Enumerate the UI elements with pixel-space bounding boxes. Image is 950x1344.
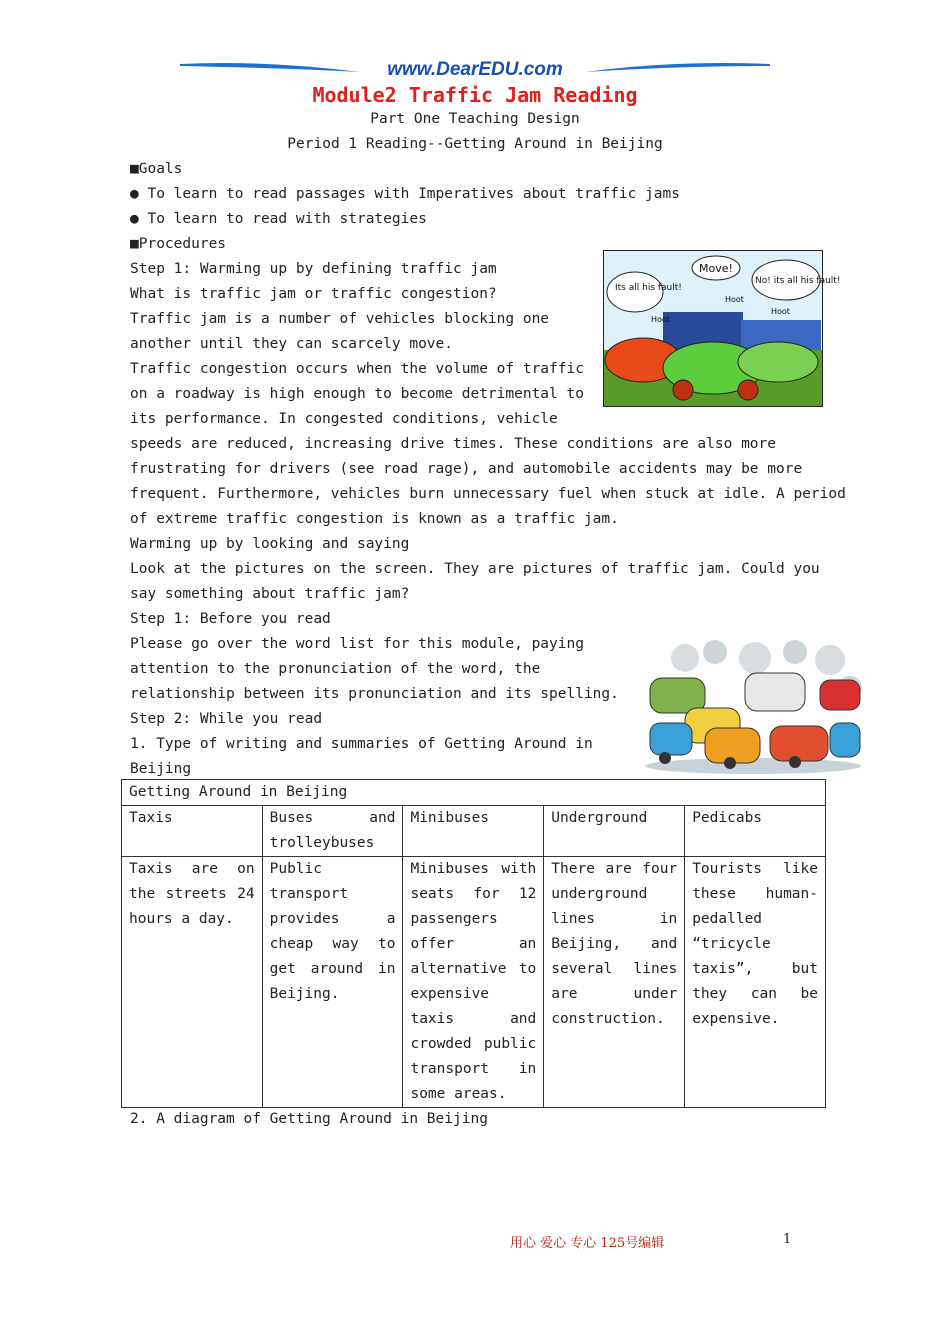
subtitle-part: Part One Teaching Design bbox=[370, 111, 580, 127]
paragraph-line: on a roadway is high enough to become detrimental to bbox=[130, 386, 584, 402]
paragraph-line: say something about traffic jam? bbox=[130, 586, 410, 602]
site-brand: www.DearEDU.com bbox=[387, 59, 563, 80]
question-text: What is traffic jam or traffic congestion? bbox=[130, 286, 497, 302]
footer-text: 用心 爱心 专心 125号编辑 bbox=[510, 1236, 665, 1251]
paragraph-line: Traffic congestion occurs when the volume of traffic bbox=[130, 361, 584, 377]
paragraph-line: Please go over the word list for this module, paying bbox=[130, 636, 584, 652]
table-header: Underground bbox=[544, 806, 685, 857]
paragraph-line: frequent. Furthermore, vehicles burn unnecessary fuel when stuck at idle. A period bbox=[130, 486, 846, 502]
while-read-title: Step 2: While you read bbox=[130, 711, 323, 727]
goals-heading: ■Goals bbox=[130, 161, 183, 177]
cars-smog-illustration bbox=[645, 638, 862, 774]
table-cell: Public transport provides a cheap way to get around in Beijing. bbox=[262, 857, 403, 1108]
table-caption: Getting Around in Beijing bbox=[122, 780, 826, 806]
paragraph-line: 1. Type of writing and summaries of Getting Around in bbox=[130, 736, 593, 752]
table-header: Pedicabs bbox=[685, 806, 826, 857]
table-cell: Minibuses with seats for 12 passengers offer an alternative to expensive taxis and crowded public transport in some areas. bbox=[403, 857, 544, 1108]
table-header: Taxis bbox=[122, 806, 263, 857]
summary-table bbox=[121, 779, 826, 1108]
warmup-title: Warming up by looking and saying bbox=[130, 536, 410, 552]
paragraph-line: attention to the pronunciation of the word, the bbox=[130, 661, 541, 677]
goal-item: ● To learn to read with strategies bbox=[130, 211, 427, 227]
table-header: Minibuses bbox=[403, 806, 544, 857]
definition-line: Traffic jam is a number of vehicles blocking one bbox=[130, 311, 550, 327]
table-cell: Tourists like these human-pedalled “tricycle taxis”, but they can be expensive. bbox=[685, 857, 826, 1108]
table-header: Buses and trolleybuses bbox=[262, 806, 403, 857]
before-read-title: Step 1: Before you read bbox=[130, 611, 331, 627]
step1-title: Step 1: Warming up by defining traffic jam bbox=[130, 261, 497, 277]
definition-line: another until they can scarcely move. bbox=[130, 336, 454, 352]
table-cell: There are four underground lines in Beijing, and several lines are under construction. bbox=[544, 857, 685, 1108]
subtitle-period: Period 1 Reading--Getting Around in Beijing bbox=[287, 136, 663, 152]
table-cell: Taxis are on the streets 24 hours a day. bbox=[122, 857, 263, 1108]
page-title: Module2 Traffic Jam Reading bbox=[312, 83, 638, 107]
paragraph-line: frustrating for drivers (see road rage), and automobile accidents may be more bbox=[130, 461, 803, 477]
goal-item: ● To learn to read passages with Imperatives about traffic jams bbox=[130, 186, 680, 202]
paragraph-line: Look at the pictures on the screen. They are pictures of traffic jam. Could you bbox=[130, 561, 820, 577]
hoot-text: Hoot bbox=[725, 295, 744, 304]
traffic-jam-cartoon bbox=[603, 250, 841, 407]
paragraph-line: relationship between its pronunciation and its spelling. bbox=[130, 686, 619, 702]
paragraph-line: of extreme traffic congestion is known as a traffic jam. bbox=[130, 511, 619, 527]
hoot-text: Hoot bbox=[651, 315, 670, 324]
paragraph-line: Beijing bbox=[130, 761, 192, 777]
hoot-text: Hoot bbox=[771, 307, 790, 316]
paragraph-line: speeds are reduced, increasing drive times. These conditions are also more bbox=[130, 436, 777, 452]
diagram-heading: 2. A diagram of Getting Around in Beijing bbox=[130, 1111, 488, 1127]
bubble-text: Its all his fault! bbox=[615, 283, 682, 293]
bubble-text: No! its all his fault! bbox=[755, 276, 841, 286]
procedures-heading: ■Procedures bbox=[130, 236, 227, 252]
bubble-text: Move! bbox=[699, 262, 733, 275]
paragraph-line: its performance. In congested conditions, vehicle bbox=[130, 411, 558, 427]
page-number: 1 bbox=[783, 1232, 792, 1247]
